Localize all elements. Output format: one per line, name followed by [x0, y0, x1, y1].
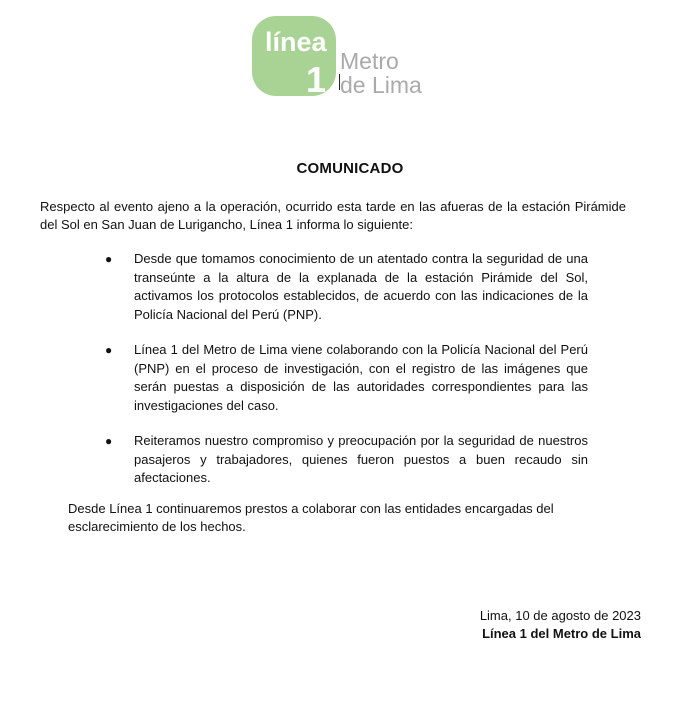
list-item [100, 250, 588, 324]
bullet-icon: ● [105, 252, 113, 266]
list-item [100, 341, 588, 415]
logo-number: 1 [306, 59, 327, 98]
bullet-text: Desde que tomamos conocimiento de un atentado contra la seguridad de una transeúnte a la altura de la explanada de la estación Pirámide del Sol, activamos los protocolos establecidos, de acuerdo con las indicaciones de la Policía Nacional del Perú (PNP). [134, 251, 588, 322]
linea1-logo [252, 16, 424, 98]
bullet-icon: ● [105, 434, 113, 448]
logo-line1: Metro [340, 48, 399, 74]
text-cursor [339, 74, 340, 90]
closing-paragraph: Desde Línea 1 continuaremos prestos a colaborar con las entidades encargadas del esclarecimiento de los hechos. [68, 501, 554, 534]
signature-name: Línea 1 del Metro de Lima [482, 626, 641, 641]
bullet-list [100, 250, 588, 488]
bullet-text: Reiteramos nuestro compromiso y preocupación por la seguridad de nuestros pasajeros y trabajadores, quienes fueron puestos a buen recaudo sin afectaciones. [134, 433, 588, 485]
list-item [100, 432, 588, 488]
signature-block [480, 607, 641, 643]
bullet-icon: ● [105, 343, 113, 357]
logo-line2: de Lima [340, 72, 422, 98]
document-title: COMUNICADO [296, 160, 404, 177]
bullet-text: Línea 1 del Metro de Lima viene colaborando con la Policía Nacional del Perú (PNP) en el proceso de investigación, con el registro de las imágenes que serán puestas a disposición de las autoridades correspondientes para las investigaciones del caso. [134, 342, 588, 413]
intro-paragraph: Respecto al evento ajeno a la operación, ocurrido esta tarde en las afueras de la estación Pirámide del Sol en San Juan de Lurigancho, Línea 1 informa lo siguiente: [40, 199, 626, 232]
logo-word: línea [265, 27, 327, 57]
place-date: Lima, 10 de agosto de 2023 [479, 608, 641, 623]
